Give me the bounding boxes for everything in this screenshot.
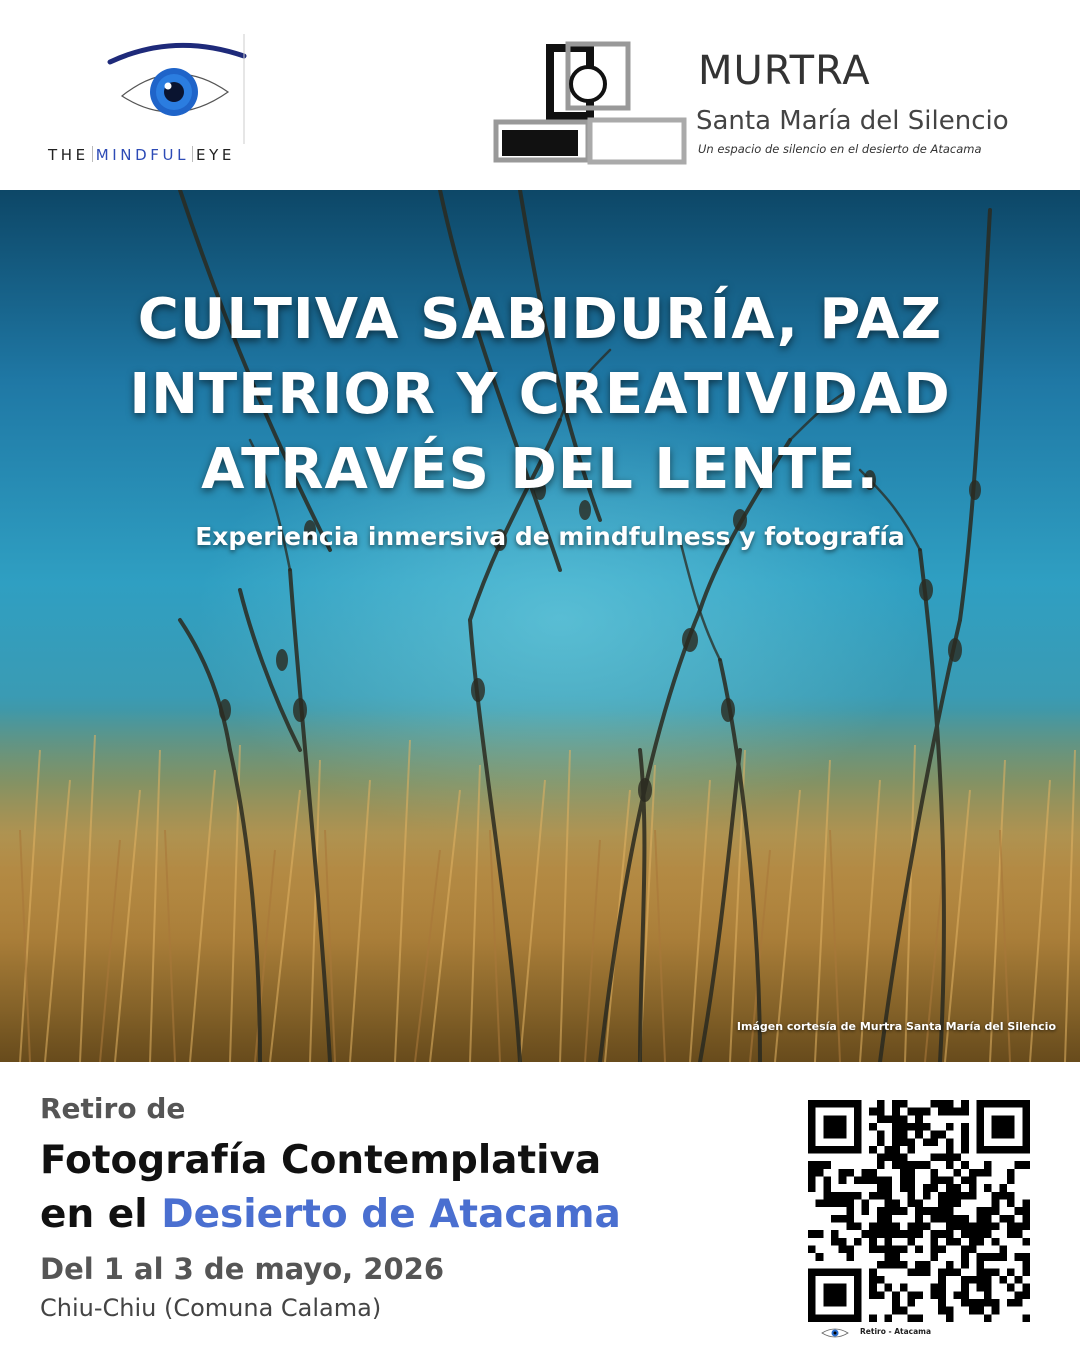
murtra-tagline: Un espacio de silencio en el desierto de Atacama bbox=[698, 142, 982, 156]
image-credit: Imágen cortesía de Murtra Santa María del Silencio bbox=[736, 1020, 1056, 1033]
eye-icon bbox=[104, 34, 254, 144]
event-title-line-1: Fotografía Contemplativa bbox=[40, 1138, 602, 1183]
hero-photo bbox=[0, 190, 1080, 1062]
qr-caption-text: Retiro - Atacama bbox=[860, 1327, 932, 1336]
event-dates: Del 1 al 3 de mayo, 2026 bbox=[40, 1252, 445, 1286]
murtra-title: MURTRA bbox=[698, 48, 871, 94]
event-info bbox=[0, 1062, 1080, 1350]
header bbox=[0, 0, 1080, 190]
event-kicker: Retiro de bbox=[40, 1092, 186, 1125]
hero-headline-line: ATRAVÉS DEL LENTE. bbox=[201, 437, 879, 502]
small-eye-logo-icon bbox=[818, 1326, 852, 1340]
mindful-eye-logo bbox=[48, 28, 306, 178]
hero-headline-line: INTERIOR Y CREATIVIDAD bbox=[129, 362, 951, 427]
hero-headline-line: CULTIVA SABIDURÍA, PAZ bbox=[137, 287, 943, 352]
hero-subtitle: Experiencia inmersiva de mindfulness y fotografía bbox=[195, 522, 905, 551]
murtra-mark-icon bbox=[490, 40, 690, 166]
hero-headline bbox=[0, 282, 1080, 507]
qr-code-block[interactable] bbox=[808, 1100, 1030, 1350]
event-place: Chiu-Chiu (Comuna Calama) bbox=[40, 1294, 382, 1322]
qr-caption bbox=[818, 1326, 1018, 1342]
event-title-location: Desierto de Atacama bbox=[161, 1192, 621, 1237]
event-title-prefix: en el bbox=[40, 1192, 162, 1237]
murtra-subtitle: Santa María del Silencio bbox=[696, 106, 1009, 136]
event-title-line-2 bbox=[40, 1192, 621, 1237]
qr-code-icon[interactable] bbox=[808, 1100, 1030, 1322]
mindful-eye-wordmark: THE MINDFUL EYE bbox=[48, 146, 235, 164]
murtra-logo bbox=[490, 40, 1050, 170]
